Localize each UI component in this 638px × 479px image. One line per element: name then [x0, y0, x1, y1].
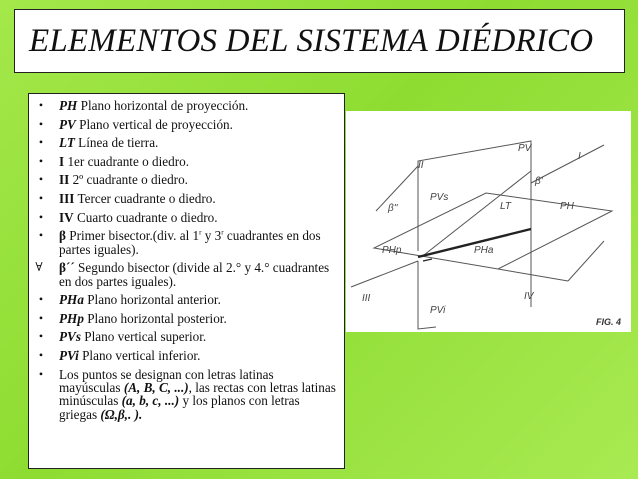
notation-planes: (Ω,β,. ).	[100, 406, 143, 422]
label-q3: III	[362, 293, 371, 304]
bisector-1-edge	[568, 241, 604, 281]
list-item-beta1	[29, 229, 344, 256]
desc-q2: 2º cuadrante o diedro.	[69, 172, 188, 188]
label-php: PHp	[382, 245, 402, 256]
list-item-php	[29, 312, 344, 325]
bullet-icon: •	[38, 116, 44, 131]
term-php: PHp	[59, 310, 84, 326]
desc-pv: Plano vertical de proyección.	[75, 116, 233, 132]
list-item-q2	[29, 173, 344, 186]
bullet-icon: •	[38, 347, 44, 362]
list-item-lt	[29, 136, 344, 149]
list-item-q1	[29, 155, 344, 168]
list-item-q3	[29, 192, 344, 205]
label-pha: PHa	[474, 245, 494, 256]
term-lt: LT	[59, 135, 75, 151]
bullet-icon: •	[38, 209, 44, 224]
term-q1: I	[59, 153, 65, 169]
list-item-ph	[29, 99, 344, 112]
label-ph: PH	[560, 201, 574, 212]
bullet-icon: •	[38, 135, 44, 150]
dihedral-diagram-svg	[346, 111, 631, 332]
bullet-icon: •	[38, 98, 44, 112]
sup-r-1: r	[199, 228, 202, 237]
desc-q3: Tercer cuadrante o diedro.	[74, 190, 216, 206]
term-beta1: β	[59, 228, 66, 244]
desc-pvi: Plano vertical inferior.	[78, 347, 201, 363]
notation-text-1: Los puntos se designan con letras latinas mayúsculas	[59, 366, 274, 395]
bullet-icon: •	[38, 310, 44, 325]
term-pv: PV	[59, 116, 76, 132]
bullet-icon: •	[38, 153, 44, 168]
ground-line-mark-2	[423, 259, 432, 261]
notation-points: (A, B, C, ...)	[123, 379, 189, 395]
bullet-icon: •	[38, 329, 44, 344]
desc-q4: Cuarto cuadrante o diedro.	[73, 209, 218, 225]
label-beta1: β'	[535, 176, 543, 187]
label-figure: FIG. 4	[596, 317, 622, 327]
label-lt: LT	[500, 201, 511, 212]
list-item-pvi	[29, 349, 344, 362]
bullet-icon: •	[38, 228, 44, 243]
label-pvs: PVs	[430, 192, 449, 203]
bullet-icon: •	[38, 190, 44, 205]
label-q4: IV	[524, 291, 534, 302]
term-q4: IV	[59, 209, 74, 225]
list-item-notation	[29, 368, 344, 422]
notation-lines: (a, b, c, ...)	[121, 393, 180, 409]
term-q2: II	[59, 172, 70, 188]
bullet-icon: •	[38, 292, 44, 307]
term-pvi: PVi	[59, 347, 79, 363]
desc-q1: 1er cuadrante o diedro.	[64, 153, 189, 169]
desc-pha: Plano horizontal anterior.	[83, 292, 221, 308]
elements-list-box	[28, 93, 345, 469]
term-pha: PHa	[59, 292, 84, 308]
list-item-pv	[29, 118, 344, 131]
list-item-pvs	[29, 330, 344, 343]
desc-pvs: Plano vertical superior.	[80, 329, 207, 345]
desc-ph: Plano horizontal de proyección.	[77, 98, 249, 113]
term-q3: III	[59, 190, 75, 206]
desc-php: Plano horizontal posterior.	[83, 310, 227, 326]
label-q2: II	[418, 160, 424, 171]
elements-list	[29, 94, 344, 421]
desc-beta2: Segundo bisector (divide al 2.° y 4.° cuadrantes en dos partes iguales).	[59, 260, 330, 289]
bullet-icon: •	[38, 172, 44, 187]
notation-text-3: y los planos con letras griegas	[59, 393, 300, 422]
pv-lower-outline	[418, 261, 436, 329]
label-pv: PV	[518, 143, 532, 154]
label-pvi: PVi	[430, 305, 446, 316]
bisector-2-lower	[351, 261, 418, 287]
desc-beta1-mid: y 3	[201, 228, 222, 244]
list-item-pha	[29, 293, 344, 306]
forall-icon: ∀	[35, 260, 43, 275]
slide-title: ELEMENTOS DEL SISTEMA DIÉDRICO	[29, 23, 594, 59]
notation-text-2: , las rectas con letras latinas minúsculas	[59, 379, 336, 409]
label-beta2: β''	[388, 203, 398, 214]
desc-lt: Línea de tierra.	[74, 135, 159, 151]
label-q1: I	[578, 151, 581, 162]
term-ph: PH	[59, 98, 78, 113]
ph-outline	[374, 193, 612, 269]
list-item-beta2	[29, 261, 344, 288]
term-pvs: PVs	[59, 329, 81, 345]
title-box	[14, 9, 625, 73]
sup-r-2: r	[221, 228, 224, 237]
desc-beta1: Primer bisector.(div. al 1	[65, 228, 200, 244]
list-item-q4	[29, 211, 344, 224]
bisector-1-lower	[498, 269, 568, 281]
bullet-icon: •	[38, 366, 44, 381]
dihedral-diagram	[346, 111, 631, 332]
desc-beta1-tail: cuadrantes en dos partes iguales).	[59, 228, 321, 257]
term-beta2: β´´	[59, 260, 75, 276]
